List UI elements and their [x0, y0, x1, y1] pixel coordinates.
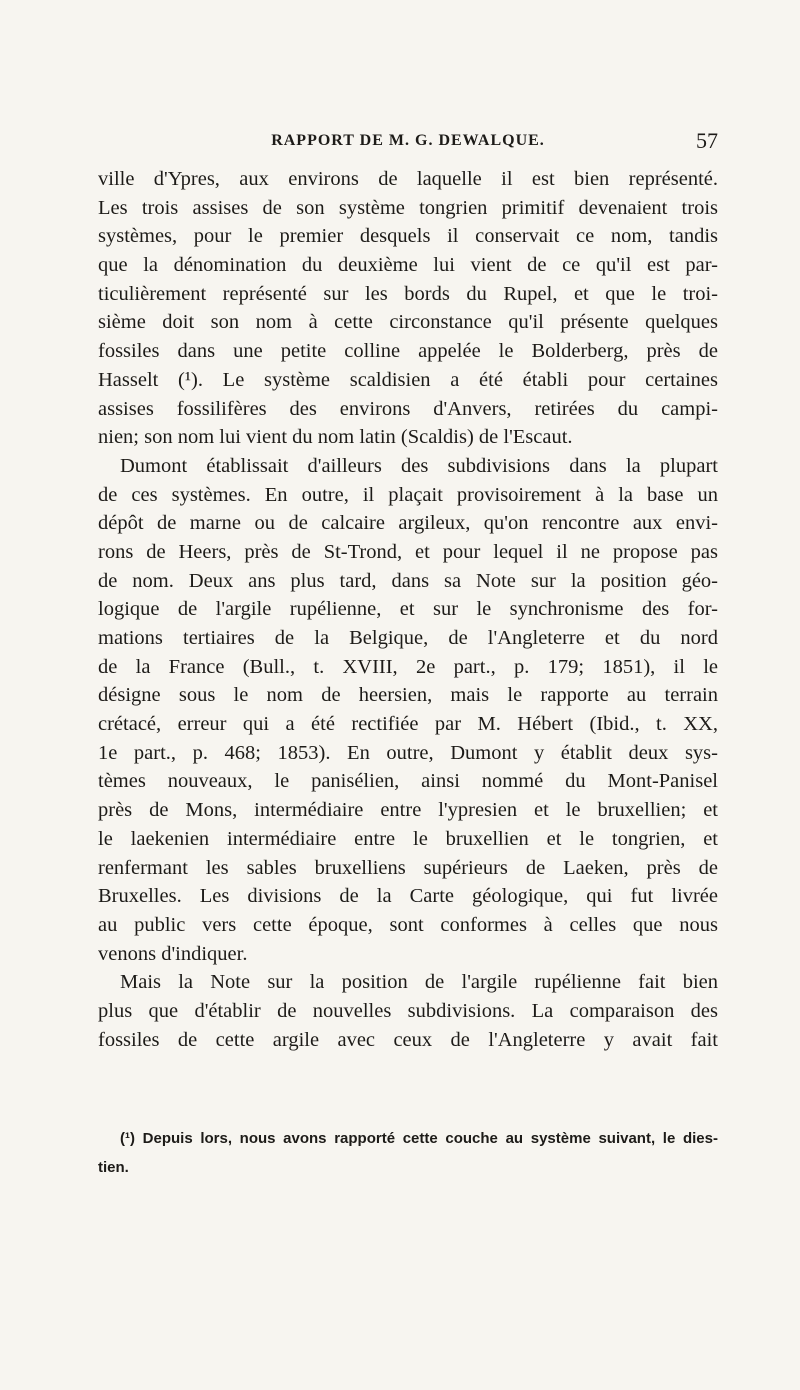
- text-line: que la dénomination du deuxième lui vient de ce qu'il est par-: [98, 254, 718, 277]
- text-line: de la France (Bull., t. XVIII, 2e part., p. 179; 1851), il le: [98, 655, 718, 678]
- text-line: fossiles dans une petite colline appelée le Bolderberg, près de: [98, 340, 718, 363]
- text-line: tèmes nouveaux, le panisélien, ainsi nommé du Mont-Panisel: [98, 770, 718, 793]
- text-line: au public vers cette époque, sont conformes à celles que nous: [98, 913, 718, 936]
- footnote-line: tien.: [98, 1158, 129, 1176]
- text-line: Hasselt (¹). Le système scaldisien a été établi pour certaines: [98, 368, 718, 391]
- text-line: mations tertiaires de la Belgique, de l'Angleterre et du nord: [98, 627, 718, 649]
- text-line: ville d'Ypres, aux environs de laquelle il est bien représenté.: [98, 168, 718, 190]
- text-line: rons de Heers, près de St-Trond, et pour lequel il ne propose pas: [98, 540, 718, 563]
- text-line: 1e part., p. 468; 1853). En outre, Dumont y établit deux sys-: [98, 741, 718, 764]
- text-line: dépôt de marne ou de calcaire argileux, qu'on rencontre aux envi-: [98, 512, 718, 535]
- text-line: Mais la Note sur la position de l'argile rupélienne fait bien: [120, 971, 718, 994]
- footnote: [98, 1127, 718, 1184]
- text-line: sième doit son nom à cette circonstance qu'il présente quelques: [98, 311, 718, 334]
- text-line: venons d'indiquer.: [98, 942, 248, 965]
- text-line: désigne sous le nom de heersien, mais le rapporte au terrain: [98, 684, 718, 707]
- text-line: crétacé, erreur qui a été rectifiée par M. Hébert (Ibid., t. XX,: [98, 713, 718, 736]
- text-line: fossiles de cette argile avec ceux de l'Angleterre y avait fait: [98, 1028, 718, 1051]
- running-title: RAPPORT DE M. G. DEWALQUE.: [271, 132, 545, 149]
- text-line: le laekenien intermédiaire entre le bruxellien et le tongrien, et: [98, 827, 718, 850]
- page-header: [98, 118, 718, 158]
- text-line: ticulièrement représenté sur les bords du Rupel, et que le troi-: [98, 282, 718, 305]
- text-line: renfermant les sables bruxelliens supérieurs de Laeken, près de: [98, 856, 718, 879]
- body-text: [98, 165, 718, 1054]
- text-line: de nom. Deux ans plus tard, dans sa Note sur la position géo-: [98, 569, 718, 592]
- text-line: nien; son nom lui vient du nom latin (Scaldis) de l'Escaut.: [98, 426, 573, 449]
- text-line: de ces systèmes. En outre, il plaçait provisoirement à la base un: [98, 483, 718, 506]
- text-line: plus que d'établir de nouvelles subdivisions. La comparaison des: [98, 999, 718, 1022]
- page-number: 57: [696, 128, 718, 153]
- footnote-line: (¹) Depuis lors, nous avons rapporté cette couche au système suivant, le dies-: [120, 1130, 718, 1147]
- text-line: Bruxelles. Les divisions de la Carte géologique, qui fut livrée: [98, 885, 718, 908]
- text-line: Les trois assises de son système tongrien primitif devenaient trois: [98, 196, 718, 219]
- text-line: Dumont établissait d'ailleurs des subdivisions dans la plupart: [120, 454, 718, 477]
- text-line: près de Mons, intermédiaire entre l'ypresien et le bruxellien; et: [98, 799, 718, 822]
- text-line: systèmes, pour le premier desquels il conservait ce nom, tandis: [98, 225, 718, 248]
- text-line: assises fossilifères des environs d'Anvers, retirées du campi-: [98, 397, 718, 420]
- text-line: logique de l'argile rupélienne, et sur le synchronisme des for-: [98, 598, 718, 621]
